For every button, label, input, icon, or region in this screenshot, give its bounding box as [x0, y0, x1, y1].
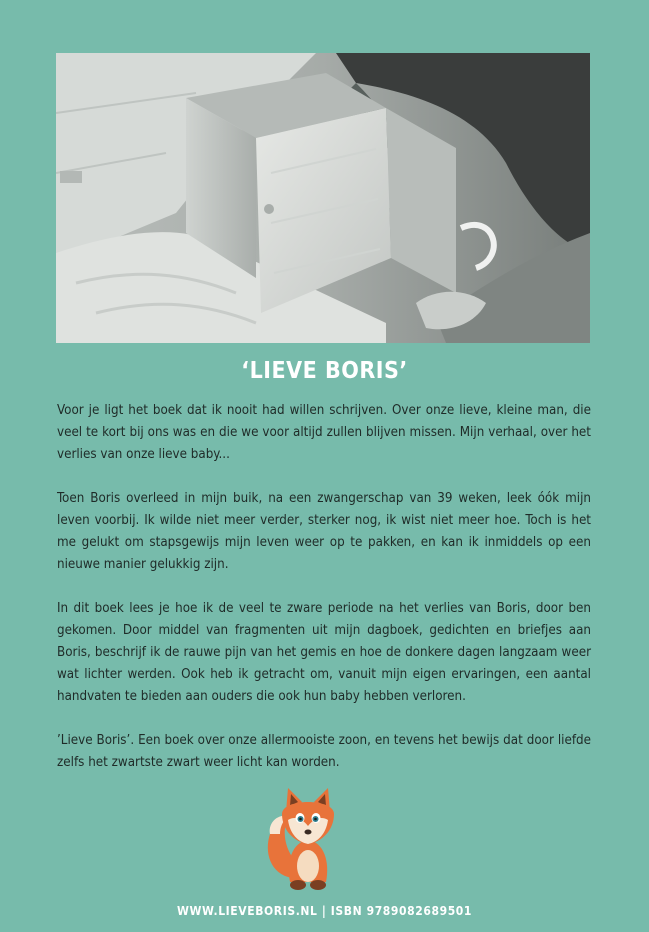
paragraph-1: Voor je ligt het boek dat ik nooit had willen schrijven. Over onze lieve, kleine man, die veel te kort bij ons was en die we voor altijd zullen blijven missen. Mijn verhaal, over het verlies van onze lieve baby... — [57, 403, 591, 462]
paragraph-4: ’Lieve Boris’. Een boek over onze allermooiste zoon, en tevens het bewijs dat door liefde zelfs het zwartste zwart weer licht kan worden. — [57, 733, 591, 770]
paragraph-3: In dit boek lees je hoe ik de veel te zware periode na het verlies van Boris, door ben gekomen. Door middel van fragmenten uit mijn dagboek, gedichten en briefjes aan Boris, beschrijf ik de rauwe pijn van het gemis en hoe de donkere dagen langzaam weer wat lichter werden. Ook heb ik getracht om, vanuit mijn eigen ervaringen, een aantal handvaten te bieden aan ouders die ook hun baby hebben verloren. — [57, 601, 591, 704]
cover-photo — [56, 53, 590, 343]
footer-website-isbn: WWW.LIEVEBORIS.NL | ISBN 9789082689501 — [176, 904, 473, 918]
paragraph-2: Toen Boris overleed in mijn buik, na een zwangerschap van 39 weken, leek óók mijn leven voorbij. Ik wilde niet meer verder, sterker nog, ik wist niet meer hoe. Toch is het me gelukt om stapsgewijs mijn leven weer op te pakken, en kan ik inmiddels op een nieuwe manier gelukkig zijn. — [57, 491, 591, 572]
book-description — [57, 400, 591, 796]
book-title: ‘LIEVE BORIS’ — [241, 358, 408, 384]
fox-icon — [262, 782, 354, 894]
